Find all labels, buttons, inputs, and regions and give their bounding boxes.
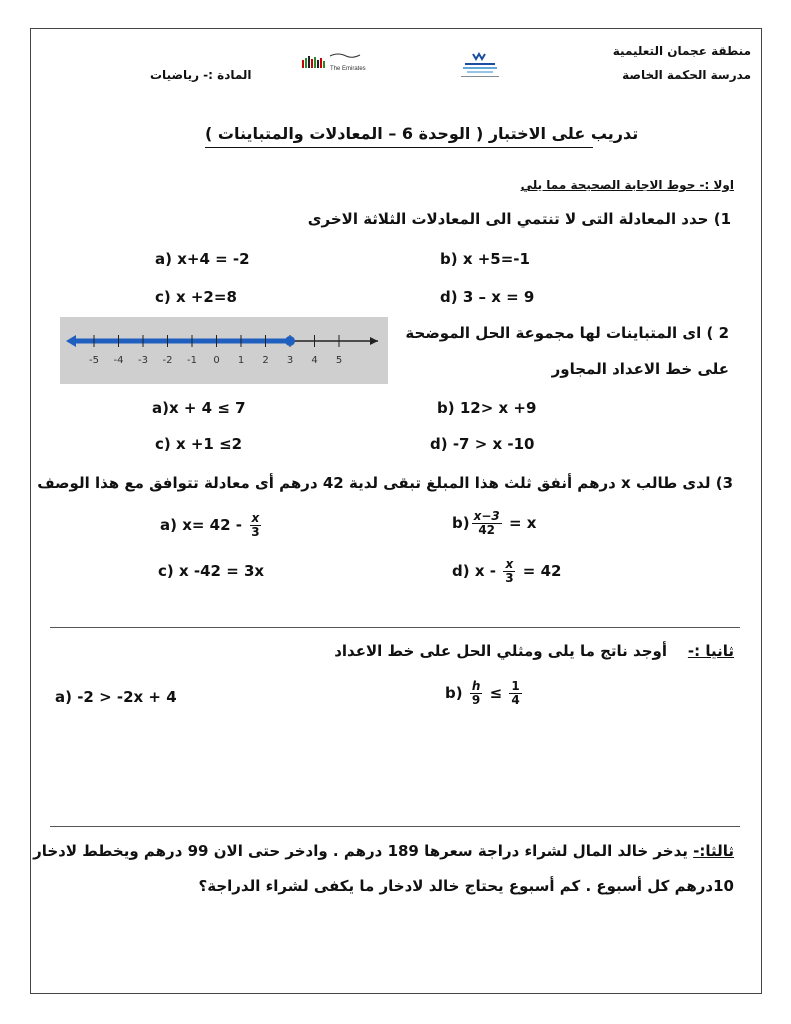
q1-option-c[interactable]: c) x +2=8 [155, 288, 237, 306]
section3-line1 [33, 842, 734, 860]
q3-a-fraction [249, 512, 261, 539]
school-name: مدرسة الحكمة الخاصة [622, 68, 751, 82]
number-line-tick-label: 2 [262, 355, 269, 366]
q3-d-fraction [503, 558, 515, 585]
s2-item-b [445, 680, 524, 707]
q3-text: 3) لدى طالب x درهم أنفق ثلث هذا المبلغ تبقى لدية 42 درهم أى معادلة تتوافق مع هذا الوصف [37, 474, 733, 492]
q3-option-b[interactable] [452, 510, 536, 537]
divider-2 [50, 826, 740, 827]
q3-a-num: x [251, 511, 260, 525]
s2-b-den: 9 [471, 693, 481, 707]
number-line-tick-label: 1 [237, 355, 245, 366]
q3-option-d[interactable] [452, 558, 561, 585]
q3-b-num: x−3 [473, 509, 500, 523]
number-line-left-arrow [66, 335, 76, 347]
s2-b-prefix: b) [445, 684, 463, 702]
q3-d-den: 3 [505, 571, 514, 585]
number-line-tick-label: -4 [113, 355, 124, 366]
number-line-tick-label: -3 [138, 355, 148, 366]
number-line-closed-point [285, 336, 295, 346]
q1-option-d[interactable]: d) 3 – x = 9 [440, 288, 535, 306]
q3-a-den: 3 [251, 525, 260, 539]
q2-option-d[interactable]: d) -7 > x -10 [430, 435, 535, 453]
number-line-tick-label: 3 [286, 355, 294, 366]
q1-text: 1) حدد المعادلة التى لا تنتمي الى المعادلات الثلاثة الاخرى [307, 210, 731, 228]
q3-option-c[interactable]: c) x -42 = 3x [158, 562, 265, 580]
s2-b-rnum: 1 [511, 679, 520, 693]
section3-label: ثالثا:- [693, 842, 734, 860]
q3-a-prefix: a) x= 42 - [160, 516, 242, 534]
page-title: تدريب على الاختبار ( الوحدة 6 – المعادلات والمتباينات ) [205, 124, 639, 143]
s2-b-num: h [471, 679, 481, 693]
q3-b-prefix: b) [452, 514, 470, 532]
section2-heading [334, 642, 734, 660]
q3-d-suffix: = 42 [522, 562, 562, 580]
number-line-tick-label: 5 [335, 355, 343, 366]
title-underline [205, 147, 593, 148]
number-line-tick-label: 4 [311, 355, 318, 366]
number-line-tick-label: -5 [89, 355, 99, 366]
number-line-tick-label: 0 [213, 355, 220, 366]
s2-item-a: a) -2 > -2x + 4 [55, 688, 177, 706]
number-line-tick-label: -1 [187, 355, 197, 366]
q3-b-den: 42 [478, 523, 496, 537]
q3-d-num: x [505, 557, 514, 571]
section2-label: ثانيا :- [687, 642, 734, 660]
number-line [60, 317, 388, 384]
q2-text-line2: على خط الاعداد المجاور [551, 360, 729, 378]
number-line-figure [60, 317, 388, 384]
q1-option-a[interactable]: a) x+4 = -2 [155, 250, 250, 268]
subject-label: المادة :- رياضيات [150, 68, 252, 82]
q2-option-a[interactable]: a)x + 4 ≤ 7 [152, 399, 246, 417]
logo-text: The Emirates [330, 66, 366, 72]
section1-heading: اولا :- حوط الاجابة الصحيحة مما يلي [520, 178, 734, 192]
education-zone: منطقة عجمان التعليمية [612, 44, 751, 58]
q2-option-b[interactable]: b) 12> x +9 [437, 399, 537, 417]
s2-b-op: ≤ [489, 684, 503, 702]
section3-text1: يدخر خالد المال لشراء دراجة سعرها 189 درهم . وادخر حتى الان 99 درهم ويخطط لادخار [33, 842, 688, 860]
ministry-logo [455, 50, 505, 82]
divider-1 [50, 627, 740, 628]
q3-b-suffix: = x [508, 514, 537, 532]
section3-line2: 10درهم كل أسبوع . كم أسبوع يحتاج خالد لادخار ما يكفى لشراء الدراجة؟ [198, 877, 734, 895]
emirates-logo [300, 50, 370, 76]
section2-text: أوجد ناتج ما يلى ومثلي الحل على خط الاعداد [334, 642, 667, 660]
q3-b-fraction [472, 510, 502, 537]
q1-option-b[interactable]: b) x +5=-1 [440, 250, 530, 268]
q3-option-a[interactable] [160, 512, 264, 539]
s2-b-rden: 4 [511, 693, 520, 707]
s2-b-right-fraction [509, 680, 521, 707]
q2-text-line1: 2 ) اى المتباينات لها مجموعة الحل الموضحة [405, 324, 729, 342]
q3-d-prefix: d) x - [452, 562, 496, 580]
number-line-tick-label: -2 [162, 355, 173, 366]
number-line-right-arrow [370, 337, 378, 345]
s2-b-left-fraction [470, 680, 483, 707]
q2-option-c[interactable]: c) x +1 ≤2 [155, 435, 243, 453]
